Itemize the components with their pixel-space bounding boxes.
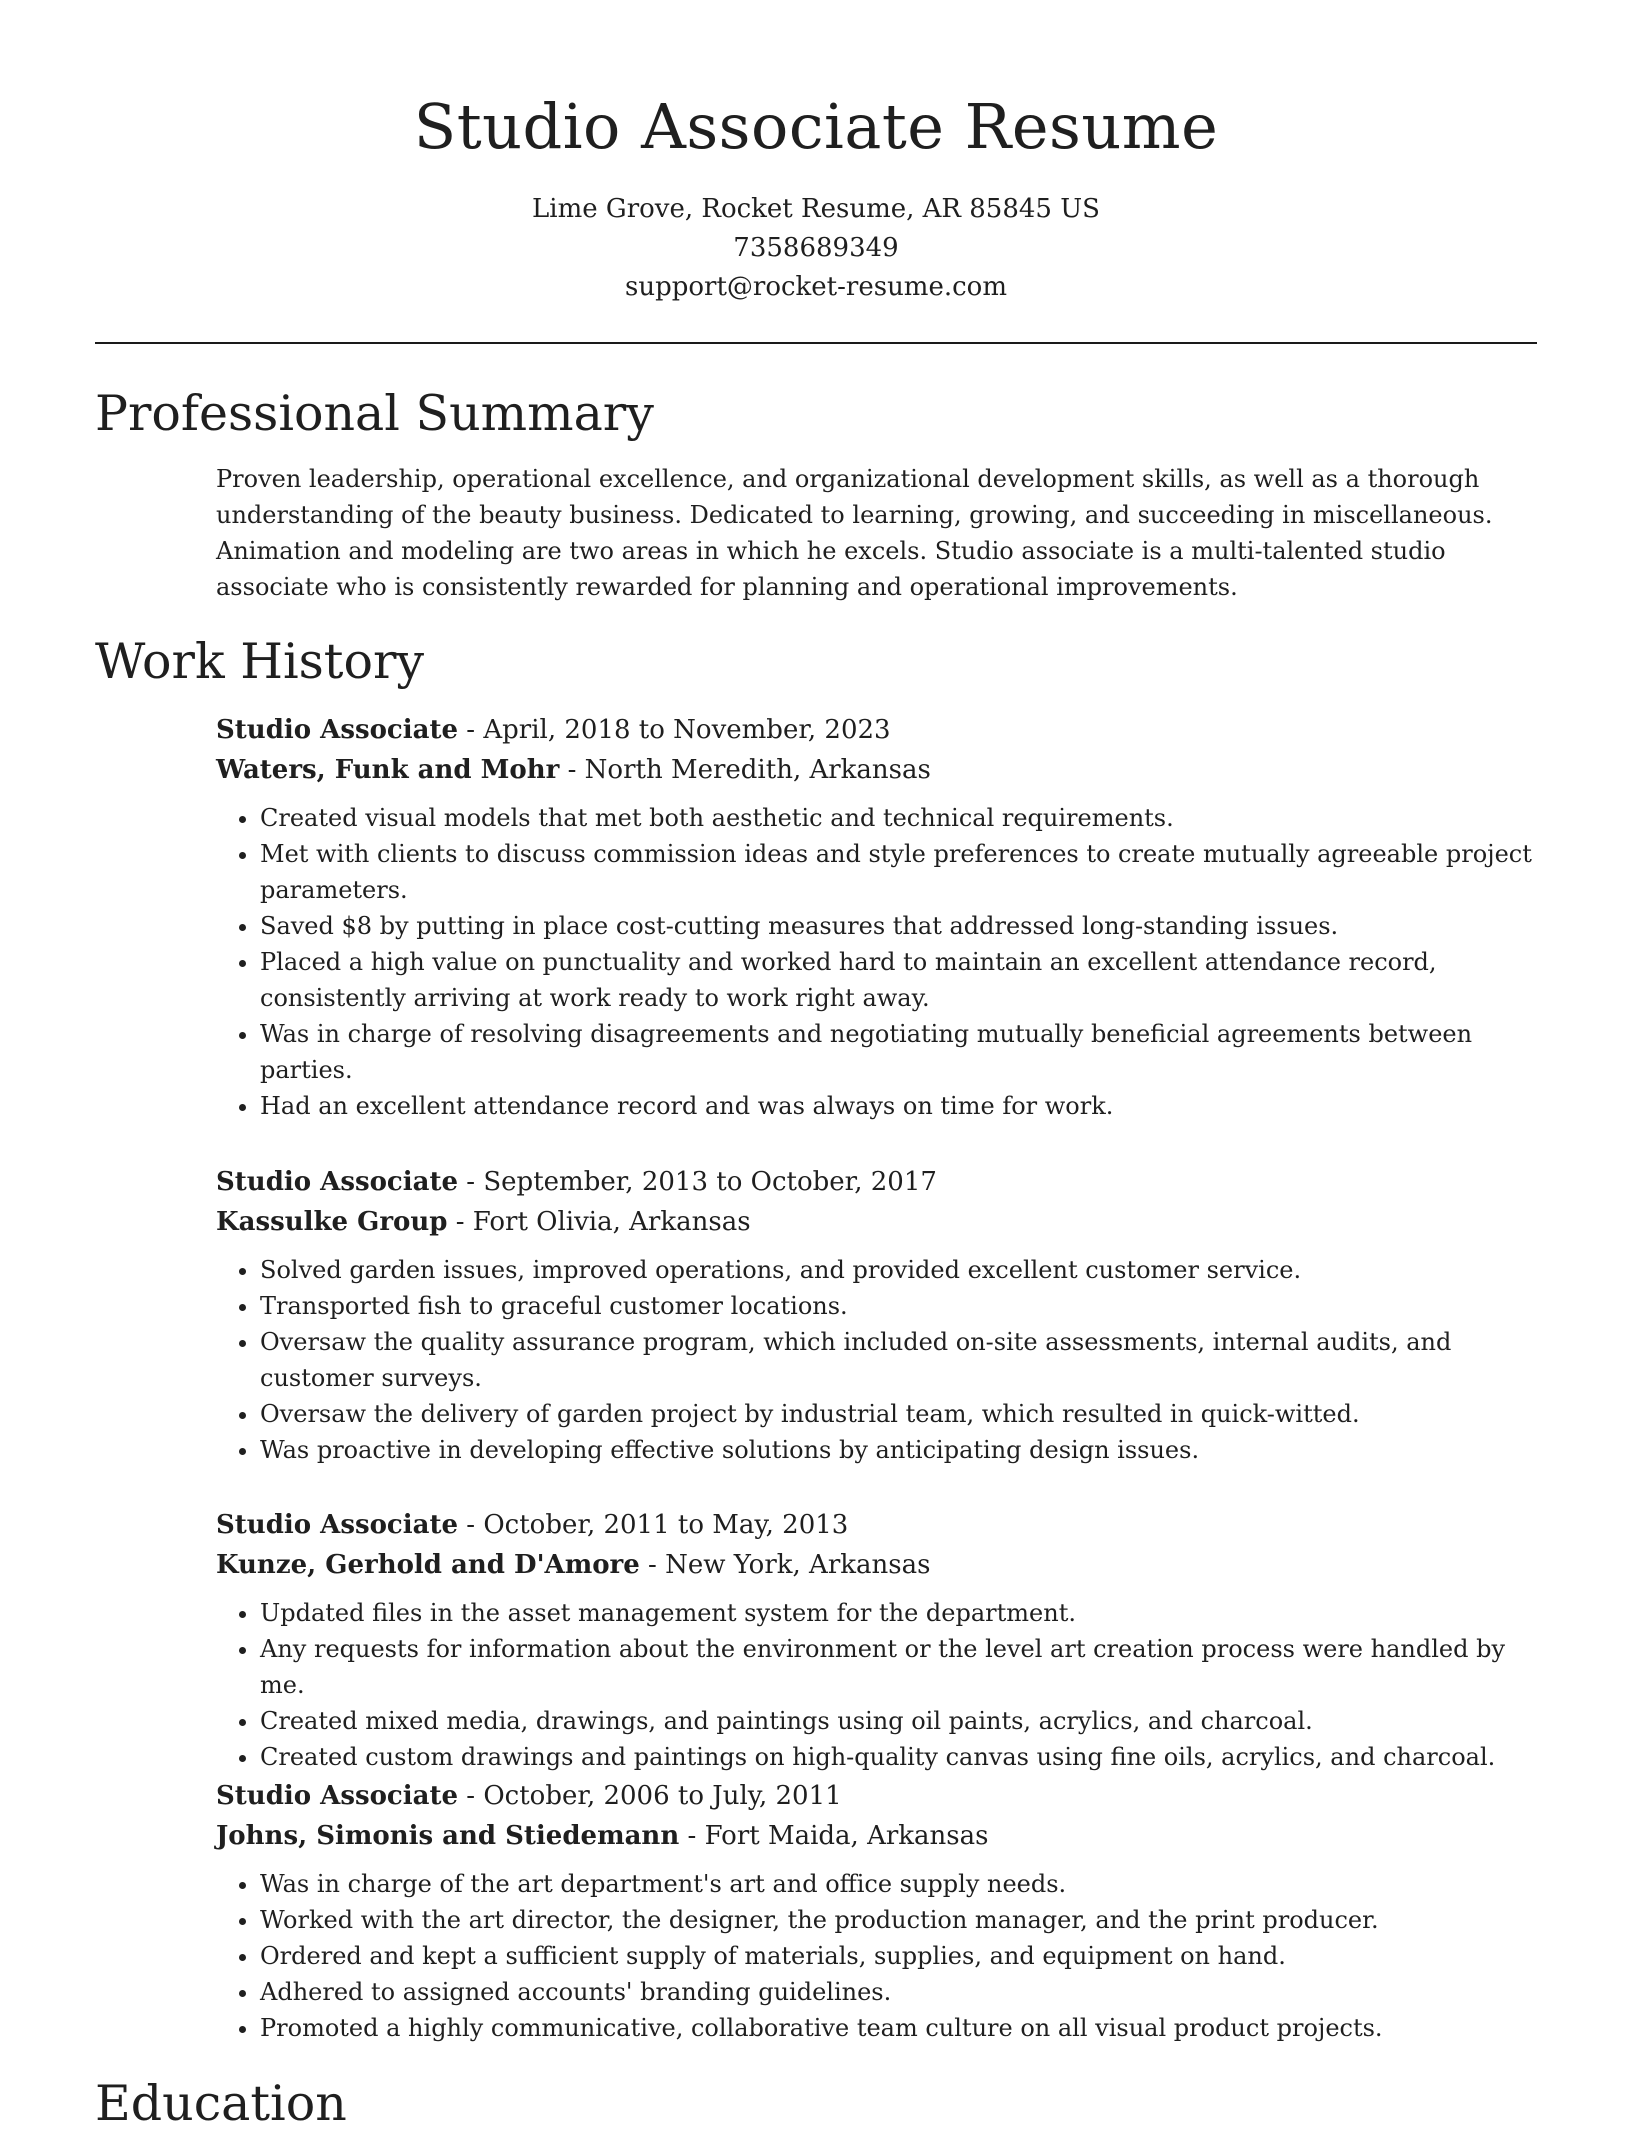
job-bullets	[216, 1252, 1541, 1468]
job-dates: - October, 2011 to May, 2013	[458, 1510, 849, 1540]
job-title-line	[216, 1505, 1541, 1545]
job-bullet: • Solved garden issues, improved operations, and provided excellent customer service.	[260, 1252, 1541, 1288]
contact-address: Lime Grove, Rocket Resume, AR 85845 US	[532, 194, 1100, 224]
job-title-line	[216, 710, 1541, 750]
job-bullet: • Created custom drawings and paintings on high-quality canvas using fine oils, acrylics, and charcoal.	[260, 1739, 1541, 1775]
job-company: Kassulke Group	[216, 1207, 448, 1237]
job-bullet: • Updated files in the asset management system for the department.	[260, 1595, 1541, 1631]
contact-info	[0, 190, 1632, 307]
job-bullet: • Was in charge of the art department's art and office supply needs.	[260, 1866, 1541, 1902]
job-bullet: • Placed a high value on punctuality and worked hard to maintain an excellent attendance record, consistently arriving at work ready to work right away.	[260, 944, 1541, 1016]
job-location: - Fort Maida, Arkansas	[679, 1821, 989, 1851]
job-company-line	[216, 1202, 1541, 1242]
job-bullet: • Was proactive in developing effective solutions by anticipating design issues.	[260, 1432, 1541, 1468]
job-role: Studio Associate	[216, 1167, 459, 1197]
job-bullet: • Any requests for information about the environment or the level art creation process were handled by me.	[260, 1631, 1541, 1703]
job-dates: - September, 2013 to October, 2017	[458, 1167, 937, 1197]
job-bullet: • Worked with the art director, the designer, the production manager, and the print producer.	[260, 1902, 1541, 1938]
job-dates: - April, 2018 to November, 2023	[458, 715, 891, 745]
job-bullet: • Saved $8 by putting in place cost-cutting measures that addressed long-standing issues.	[260, 908, 1541, 944]
job-location: - North Meredith, Arkansas	[559, 755, 931, 785]
job-bullet: • Created mixed media, drawings, and paintings using oil paints, acrylics, and charcoal.	[260, 1703, 1541, 1739]
job-role: Studio Associate	[216, 1510, 459, 1540]
education-heading: Education	[95, 2075, 347, 2132]
job-entry	[216, 710, 1541, 1124]
job-location: - Fort Olivia, Arkansas	[447, 1207, 751, 1237]
job-company-line	[216, 750, 1541, 790]
job-bullet: • Ordered and kept a sufficient supply of materials, supplies, and equipment on hand.	[260, 1938, 1541, 1974]
resume-title: Studio Associate Resume	[413, 90, 1219, 163]
job-bullet: • Had an excellent attendance record and was always on time for work.	[260, 1088, 1541, 1124]
job-role: Studio Associate	[216, 715, 459, 745]
job-bullet: • Was in charge of resolving disagreements and negotiating mutually beneficial agreements between parties.	[260, 1016, 1541, 1088]
job-bullets	[216, 1595, 1541, 1775]
job-bullet: • Oversaw the quality assurance program, which included on-site assessments, internal audits, and customer surveys.	[260, 1324, 1541, 1396]
job-bullets	[216, 800, 1541, 1124]
job-bullet: • Met with clients to discuss commission ideas and style preferences to create mutually agreeable project parameters.	[260, 836, 1541, 908]
job-role: Studio Associate	[216, 1781, 459, 1811]
job-bullet: • Oversaw the delivery of garden project by industrial team, which resulted in quick-witted.	[260, 1396, 1541, 1432]
job-company: Johns, Simonis and Stiedemann	[216, 1821, 680, 1851]
job-company-line	[216, 1816, 1541, 1856]
header-divider	[95, 342, 1537, 344]
job-entry	[216, 1776, 1541, 2046]
job-bullet: • Promoted a highly communicative, collaborative team culture on all visual product projects.	[260, 2010, 1541, 2046]
resume-header	[0, 0, 1632, 307]
job-title-line	[216, 1162, 1541, 1202]
work-history-heading: Work History	[95, 633, 425, 690]
job-location: - New York, Arkansas	[639, 1550, 931, 1580]
job-entry	[216, 1505, 1541, 1775]
job-company: Kunze, Gerhold and D'Amore	[216, 1550, 640, 1580]
summary-text: Proven leadership, operational excellence, and organizational development skills, as well as a thorough understanding of the beauty business. Dedicated to learning, growing, and succeeding in miscellaneous. Animation and modeling are two areas in which he excels. Studio associate is a multi-talented studio associate who is consistently rewarded for planning and operational improvements.	[216, 465, 1493, 601]
job-entry	[216, 1162, 1541, 1468]
job-bullet: • Transported fish to graceful customer locations.	[260, 1288, 1541, 1324]
summary-heading: Professional Summary	[95, 385, 654, 442]
job-title-line	[216, 1776, 1541, 1816]
job-company-line	[216, 1545, 1541, 1585]
contact-phone: 7358689349	[733, 233, 899, 263]
job-dates: - October, 2006 to July, 2011	[458, 1781, 842, 1811]
contact-email: support@rocket-resume.com	[624, 272, 1007, 302]
job-bullets	[216, 1866, 1541, 2046]
summary-section	[216, 461, 1541, 605]
job-bullet: • Adhered to assigned accounts' branding guidelines.	[260, 1974, 1541, 2010]
job-bullet: • Created visual models that met both aesthetic and technical requirements.	[260, 800, 1541, 836]
job-company: Waters, Funk and Mohr	[216, 755, 560, 785]
